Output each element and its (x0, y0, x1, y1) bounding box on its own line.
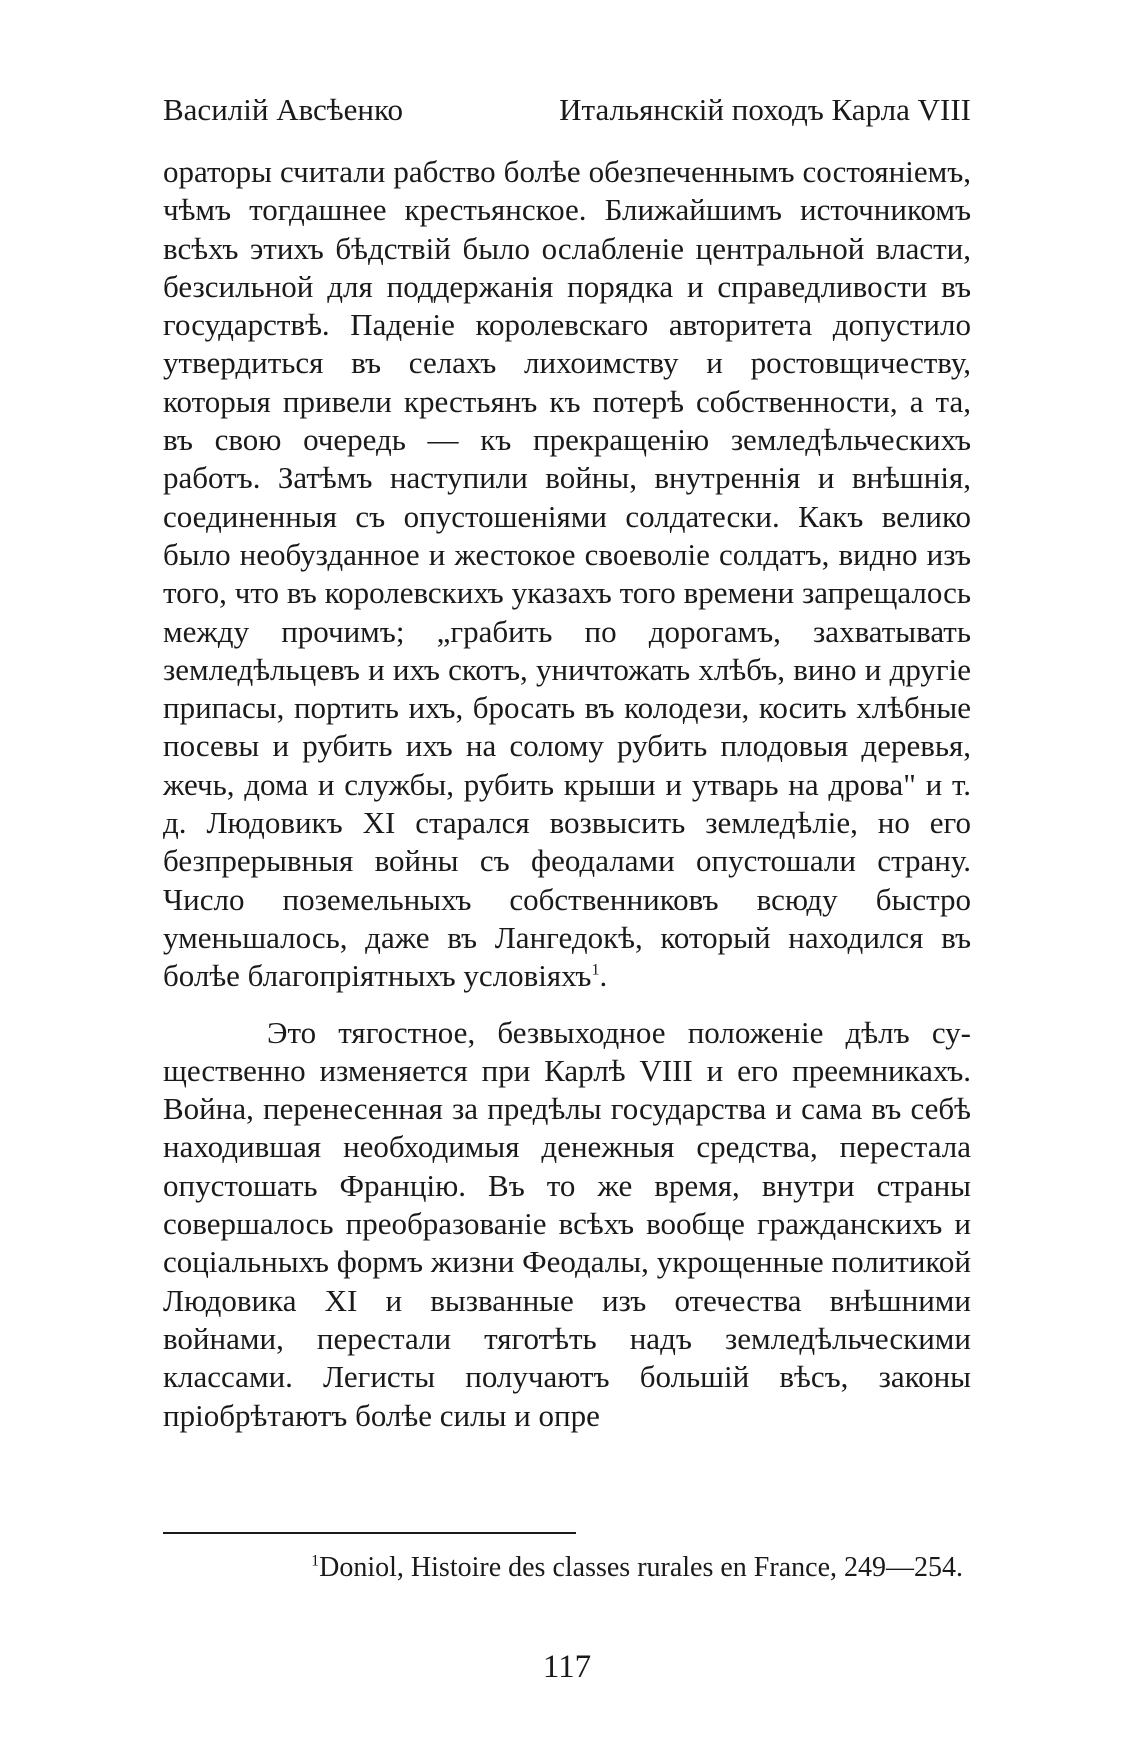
paragraph-2: Это тягостное, безвыходное положеніе дѣлъ существенно изменяется при Карлѣ VIII и его преемникахъ. Война, перенесенная за предѣлы государства и сама въ себѣ находившая необходимыя денежныя средства, перестала опустошать Францію. Въ то же время, внутри страны совершалось преобразованіе всѣхъ вообще гражданскихъ и соціальныхъ формъ жизни Феодалы, укрощенные политикой Людовика XI и вызванные изъ отечества внѣшними войнами, перестали тяготѣть надъ земледѣльческими классами. Легисты получаютъ большій вѣсъ, законы пріобрѣтаютъ болѣе силы и опре (163, 1014, 971, 1433)
footnote-number: 1 (311, 1552, 320, 1570)
running-header (163, 90, 971, 130)
footnote-divider (163, 1532, 576, 1534)
book-page (163, 90, 971, 1730)
paragraph-1-text: ораторы считали рабство болѣе обезпеченнымъ состояніемъ, чѣмъ тогдашнее крестьянское. Ближайшимъ источникомъ всѣхъ этихъ бѣдствій было ослабленіе центральной власти, безсильной для поддержанія порядка и справедливости въ государствѣ. Паденіе королевскаго авторитета допустило утвердиться въ селахъ лихоимству и ростовщичеству, которыя привели крестьянъ къ потерѣ собственности, а та, въ свою очередь — къ прекращенію земледѣльческихъ работъ. Затѣмъ наступили войны, внутреннія и внѣшнія, соединенныя съ опустошеніями солдатески. Какъ велико было необузданное и жестокое своеволіе солдатъ, видно изъ того, что въ королевскихъ указахъ того времени запрещалось между прочимъ; „грабить по дорогамъ, захватывать земледѣльцевъ и ихъ скотъ, уничтожать хлѣбъ, вино и другіе припасы, портить ихъ, бросать въ колодези, косить хлѣбные посевы и рубить ихъ на солому рубить плодовыя деревья, жечь, дома и службы, рубить крыши и утварь на дрова" и т. д. Людовикъ XI старался возвысить земледѣліе, но его безпрерывныя войны съ феодалами опустошали страну. Число поземельныхъ собственниковъ всюду быстро уменьшалось, даже въ Лангедокѣ, который находился въ болѣе благопріятныхъ условіяхъ (163, 154, 971, 994)
header-title: Итальянскій походъ Карла VIII (559, 92, 971, 127)
footnote-reference[interactable]: 1 (591, 961, 600, 979)
footnote (311, 1550, 963, 1586)
footnote-text: Doniol, Histoire des classes rurales en France, 249—254. (319, 1552, 963, 1583)
paragraph-1-end: . (599, 958, 608, 994)
body-text (163, 153, 971, 1435)
page-number: 117 (542, 1649, 592, 1685)
header-author: Василій Авсѣенко (163, 92, 403, 127)
paragraph-1 (163, 153, 971, 996)
